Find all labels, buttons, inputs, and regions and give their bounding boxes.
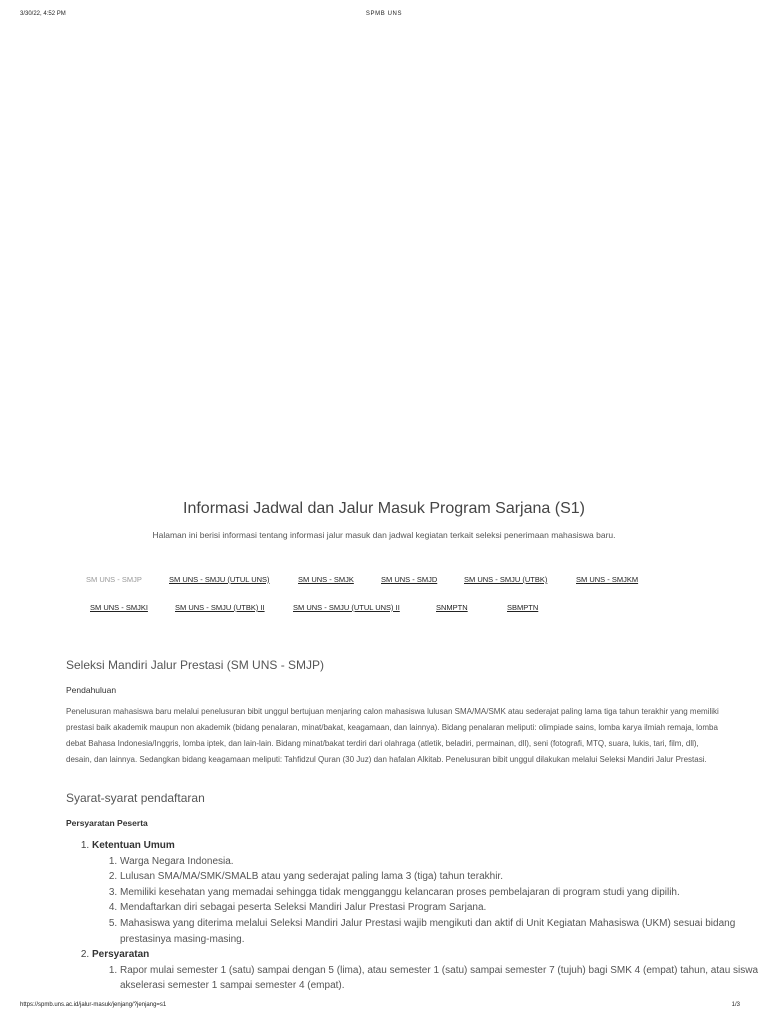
section-title: Seleksi Mandiri Jalur Prestasi (SM UNS - SMJP) — [66, 658, 325, 672]
tab-sbmptn[interactable]: SBMPTN — [507, 603, 539, 612]
list-item: 4. Mendaftarkan diri sebagai peserta Seleksi Mandiri Jalur Prestasi Program Sarjana. — [120, 900, 762, 916]
sub-list — [92, 854, 762, 948]
intro-heading: Pendahuluan — [66, 685, 117, 695]
tab-sm-uns-smjkm[interactable]: SM UNS - SMJKM — [576, 575, 639, 584]
tab-sm-uns-smju-utbk[interactable]: SM UNS - SMJU (UTBK) — [464, 575, 548, 584]
tab-sm-uns-smjd[interactable]: SM UNS - SMJD — [381, 575, 438, 584]
list-item-title: Persyaratan — [92, 949, 150, 961]
print-site-title: SPMB UNS — [365, 11, 403, 17]
list-item — [92, 838, 762, 947]
list-item: 1. Warga Negara Indonesia. — [120, 854, 762, 870]
intro-paragraph: Penelusuran mahasiswa baru melalui penelusuran bibit unggul bertujuan menjaring calon mahasiswa lulusan SMA/MA/SMK atau sederajat paling lama tiga tahun terakhir yang memiliki prestasi baik akademik maupun non akademik (bidang penalaran, minat/bakat, keagamaan, dan lainnya). Bidang penalaran meliputi: olimpiade sains, lomba karya ilmiah remaja, lomba debat Bahasa Indonesia/Inggris, lomba iptek, dan lain-lain. Bidang minat/bakat terdiri dari olahraga (atletik, beladiri, permainan, dll), seni (fotografi, MTQ, suara, lukis, tari, film, dll), desain, dan lainnya. Sedangkan bidang keagamaan meliputi: Tahfidzul Quran (30 Juz) dan hafalan Alkitab. Penelusuran bibit unggul dilakukan melalui Seleksi Mandiri Jalur Prestasi. — [66, 707, 719, 764]
list-item — [92, 947, 762, 994]
participant-heading: Persyaratan Peserta — [66, 818, 148, 828]
tab-sm-uns-smju-utul-2[interactable]: SM UNS - SMJU (UTUL UNS) II — [293, 603, 400, 612]
tab-snmptn[interactable]: SNMPTN — [436, 603, 468, 612]
print-url: https://spmb.uns.ac.id/jalur-masuk/jenjang/?jenjang=s1 — [20, 1002, 167, 1008]
page-title: Informasi Jadwal dan Jalur Masuk Program Sarjana (S1) — [183, 500, 585, 517]
print-page-number: 1/3 — [731, 1002, 740, 1008]
tab-sm-uns-smju-utul[interactable]: SM UNS - SMJU (UTUL UNS) — [169, 575, 270, 584]
print-datetime: 3/30/22, 4:52 PM — [20, 11, 66, 17]
tab-sm-uns-smjki[interactable]: SM UNS - SMJKI — [90, 603, 148, 612]
list-item: 3. Memiliki kesehatan yang memadai sehingga tidak mengganggu kelancaran proses pembelajaran di program studi yang dipilih. — [120, 885, 762, 901]
tab-sm-uns-smjk[interactable]: SM UNS - SMJK — [298, 575, 354, 584]
tab-sm-uns-smju-utbk-2[interactable]: SM UNS - SMJU (UTBK) II — [175, 603, 265, 612]
sub-list — [92, 963, 762, 994]
list-item: 5. Mahasiswa yang diterima melalui Seleksi Mandiri Jalur Prestasi wajib mengikuti dan aktif di Unit Kegiatan Mahasiswa (UKM) sesuai bidang prestasinya masing-masing. — [120, 916, 762, 947]
page-subtitle: Halaman ini berisi informasi tentang informasi jalur masuk dan jadwal kegiatan terkait seleksi penerimaan mahasiswa baru. — [152, 530, 616, 540]
list-item: 1. Rapor mulai semester 1 (satu) sampai dengan 5 (lima), atau semester 1 (satu) sampai semester 7 (tujuh) bagi SMK 4 (empat) tahun, atau siswa akselerasi semester 1 sampai semester 4 (empat). — [120, 963, 762, 994]
list-item-title: Ketentuan Umum — [92, 840, 175, 851]
tab-sm-uns-smjp[interactable]: SM UNS - SMJP — [86, 575, 142, 584]
list-item: 2. Lulusan SMA/MA/SMK/SMALB atau yang sederajat paling lama 3 (tiga) tahun terakhir. — [120, 869, 762, 885]
requirements-title: Syarat-syarat pendaftaran — [66, 791, 205, 805]
requirements-list — [66, 838, 762, 994]
